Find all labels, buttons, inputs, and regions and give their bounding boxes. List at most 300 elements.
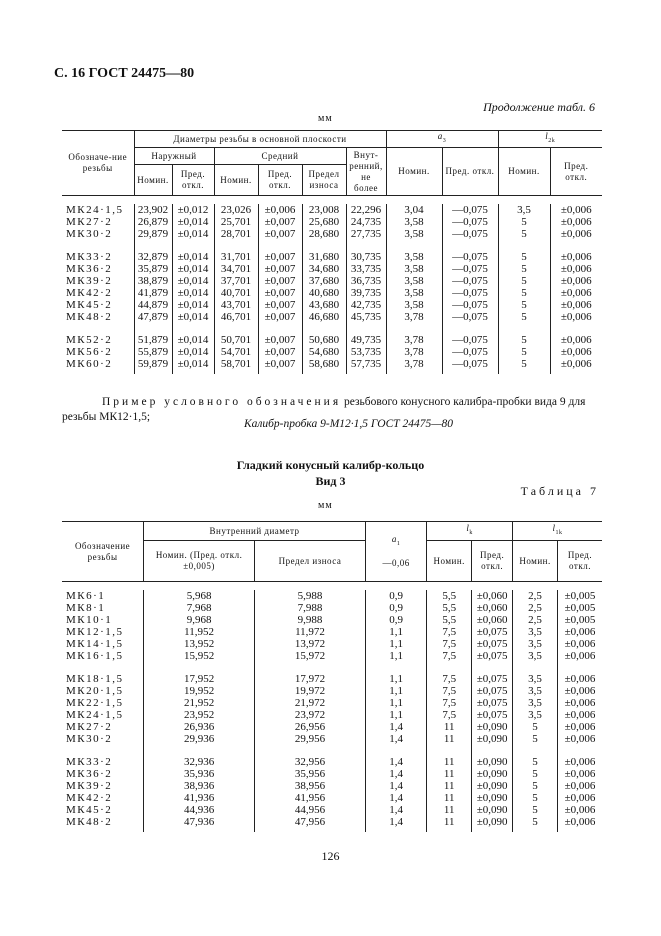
table-cell: ±0,006: [558, 673, 602, 685]
table-cell: 5: [513, 768, 558, 780]
table-cell: 1,1: [365, 626, 426, 638]
table-row: [62, 287, 602, 299]
table-cell: —0,075: [442, 287, 498, 299]
table-cell: 13,972: [255, 638, 366, 650]
table-cell: 11: [427, 756, 472, 768]
table-cell: МК39·2: [66, 780, 113, 792]
table-cell: 41,879: [134, 287, 172, 299]
table-cell: ±0,060: [472, 602, 513, 614]
table-cell: ±0,006: [550, 346, 602, 358]
table-cell: 17,972: [255, 673, 366, 685]
table-cell: МК45·2: [66, 299, 113, 311]
table-cell: 7,5: [427, 685, 472, 697]
table-cell: 19,952: [144, 685, 255, 697]
table-cell: 7,5: [427, 709, 472, 721]
col-middle-nominal: Номин.: [214, 165, 258, 196]
col-inner-wear: Предел износа: [255, 541, 366, 582]
table-cell: 5: [498, 358, 550, 370]
table-cell: —0,075: [442, 299, 498, 311]
table-cell: 1,4: [365, 816, 426, 828]
table-cell: 23,972: [255, 709, 366, 721]
a-subscript: 3: [442, 137, 447, 144]
table-cell: 23,952: [144, 709, 255, 721]
table-cell: —0,075: [442, 204, 498, 216]
table-cell: 34,680: [302, 263, 346, 275]
table-cell: ±0,007: [258, 228, 302, 240]
table-cell: 11: [427, 721, 472, 733]
table-row: [62, 721, 602, 733]
table-cell: 1,1: [365, 673, 426, 685]
table-cell: 13,952: [144, 638, 255, 650]
table-cell: 40,701: [214, 287, 258, 299]
table-cell: 40,680: [302, 287, 346, 299]
col-l2k: [498, 131, 602, 148]
table-cell: 33,735: [346, 263, 386, 275]
table-row: [62, 590, 602, 602]
table-cell: 17,952: [144, 673, 255, 685]
table-cell: —0,075: [442, 346, 498, 358]
table-cell: —0,075: [442, 216, 498, 228]
table-row: [62, 275, 602, 287]
table-row: [62, 650, 602, 662]
table-cell: 5,5: [427, 614, 472, 626]
table-cell: 1,1: [365, 709, 426, 721]
table-cell: 9,988: [255, 614, 366, 626]
lk-symbol: l: [466, 523, 470, 534]
table-cell: ±0,090: [472, 733, 513, 745]
table-row: [62, 685, 602, 697]
table-cell: ±0,006: [558, 756, 602, 768]
table-cell: МК18·1,5: [66, 673, 124, 685]
table-cell: 43,680: [302, 299, 346, 311]
table-cell: ±0,075: [472, 697, 513, 709]
table-cell: ±0,090: [472, 721, 513, 733]
table-cell: МК45·2: [66, 804, 113, 816]
table-cell: 57,735: [346, 358, 386, 370]
col-a3-nominal: Номин.: [386, 148, 442, 196]
table-cell: 32,879: [134, 251, 172, 263]
table-cell: 36,735: [346, 275, 386, 287]
table-cell: 7,5: [427, 673, 472, 685]
col-diameters: Диаметры резьбы в основной плоскости: [134, 131, 386, 148]
table-cell: ±0,006: [558, 816, 602, 828]
col-a3-tol: Пред. откл.: [442, 148, 498, 196]
col-a3: [386, 131, 498, 148]
table-cell: 44,936: [144, 804, 255, 816]
table-cell: 3,5: [498, 204, 550, 216]
table-cell: 31,701: [214, 251, 258, 263]
table-cell: МК60·2: [66, 358, 113, 370]
table-cell: 19,972: [255, 685, 366, 697]
table-cell: 5,968: [144, 590, 255, 602]
table-cell: 11: [427, 780, 472, 792]
table-cell: 1,4: [365, 721, 426, 733]
col-designation: Обозначе-ние резьбы: [62, 131, 134, 196]
table-row: [62, 602, 602, 614]
col-l2k-nominal: Номин.: [498, 148, 550, 196]
table-cell: 11: [427, 804, 472, 816]
table-cell: 46,680: [302, 311, 346, 323]
table-cell: ±0,006: [558, 733, 602, 745]
table-cell: 50,680: [302, 334, 346, 346]
table-cell: ±0,090: [472, 816, 513, 828]
table-cell: ±0,007: [258, 216, 302, 228]
table-cell: 11: [427, 792, 472, 804]
table-cell: 5: [498, 251, 550, 263]
table-cell: 37,701: [214, 275, 258, 287]
table-cell: ±0,090: [472, 756, 513, 768]
table-cell: 5: [513, 792, 558, 804]
table-cell: 24,735: [346, 216, 386, 228]
table-cell: 5: [513, 816, 558, 828]
table-cell: 7,968: [144, 602, 255, 614]
table-cell: ±0,006: [550, 334, 602, 346]
table-cell: МК48·2: [66, 311, 113, 323]
col-lk: [427, 522, 513, 541]
table-cell: МК24·1,5: [66, 709, 124, 721]
table-cell: ±0,005: [558, 602, 602, 614]
table-cell: 5: [498, 311, 550, 323]
table-cell: ±0,012: [172, 204, 214, 216]
table-cell: 29,956: [255, 733, 366, 745]
table-cell: ±0,075: [472, 650, 513, 662]
table-cell: 3,5: [513, 638, 558, 650]
table-cell: ±0,014: [172, 263, 214, 275]
table-cell: ±0,090: [472, 792, 513, 804]
table-row: [62, 697, 602, 709]
table-cell: 5: [498, 275, 550, 287]
table-cell: 29,879: [134, 228, 172, 240]
table-cell: 23,008: [302, 204, 346, 216]
table-cell: 3,58: [386, 299, 442, 311]
col-inner-diameter: Внутренний диаметр: [144, 522, 366, 541]
table-cell: 7,988: [255, 602, 366, 614]
table-cell: 47,879: [134, 311, 172, 323]
table-cell: ±0,014: [172, 299, 214, 311]
table-cell: 0,9: [365, 614, 426, 626]
table-cell: 3,78: [386, 311, 442, 323]
table-cell: ±0,007: [258, 263, 302, 275]
table-cell: 54,680: [302, 346, 346, 358]
table-cell: ±0,014: [172, 251, 214, 263]
table-cell: 59,879: [134, 358, 172, 370]
table-cell: ±0,006: [550, 358, 602, 370]
table-cell: ±0,006: [558, 804, 602, 816]
table-cell: 35,956: [255, 768, 366, 780]
table-row: [62, 626, 602, 638]
table-cell: ±0,075: [472, 673, 513, 685]
table-cell: 1,4: [365, 768, 426, 780]
table-cell: 54,701: [214, 346, 258, 358]
table-cell: 3,58: [386, 275, 442, 287]
table-cell: ±0,014: [172, 358, 214, 370]
table-cell: 28,680: [302, 228, 346, 240]
a1-symbol: $a_1$: [391, 534, 401, 547]
table-cell: 21,972: [255, 697, 366, 709]
table-cell: МК39·2: [66, 275, 113, 287]
table-cell: 7,5: [427, 638, 472, 650]
table-cell: 51,879: [134, 334, 172, 346]
table-6-body: [62, 196, 602, 375]
col-a1: [365, 522, 426, 582]
table-cell: МК12·1,5: [66, 626, 124, 638]
col-inner: Внут-ренний, не более: [346, 148, 386, 196]
table-row: [62, 792, 602, 804]
table-cell: 45,735: [346, 311, 386, 323]
table-cell: 47,956: [255, 816, 366, 828]
section-title: Гладкий конусный калибр-кольцо: [236, 458, 425, 472]
table-cell: ±0,007: [258, 311, 302, 323]
table-cell: МК10·1: [66, 614, 113, 626]
table-cell: ±0,014: [172, 346, 214, 358]
table-row: [62, 299, 602, 311]
table-cell: 7,5: [427, 650, 472, 662]
table-cell: 1,1: [365, 650, 426, 662]
table-cell: МК30·2: [66, 228, 113, 240]
table-cell: ±0,006: [550, 263, 602, 275]
table-cell: —0,075: [442, 263, 498, 275]
table-continuation-label: Продолжение табл. 6: [483, 100, 595, 114]
table-cell: 1,1: [365, 685, 426, 697]
table-cell: 11,952: [144, 626, 255, 638]
table-cell: 49,735: [346, 334, 386, 346]
col-l2k-tol: Пред. откл.: [550, 148, 602, 196]
table-cell: ±0,007: [258, 334, 302, 346]
table-cell: ±0,006: [550, 216, 602, 228]
table-cell: ±0,007: [258, 275, 302, 287]
table-cell: 39,735: [346, 287, 386, 299]
table-cell: 27,735: [346, 228, 386, 240]
table-cell: 3,78: [386, 334, 442, 346]
table-cell: 5: [498, 263, 550, 275]
table-cell: ±0,014: [172, 275, 214, 287]
table-cell: 28,701: [214, 228, 258, 240]
table-cell: ±0,075: [472, 626, 513, 638]
table-cell: —0,075: [442, 275, 498, 287]
table-cell: ±0,014: [172, 228, 214, 240]
table-row: [62, 673, 602, 685]
table-cell: 7,5: [427, 697, 472, 709]
table-cell: 5: [498, 346, 550, 358]
table-cell: ±0,007: [258, 287, 302, 299]
table-cell: ±0,006: [558, 721, 602, 733]
table-cell: МК36·2: [66, 768, 113, 780]
table-cell: МК56·2: [66, 346, 113, 358]
table-cell: ±0,006: [558, 638, 602, 650]
table-cell: 32,956: [255, 756, 366, 768]
table-cell: 3,78: [386, 358, 442, 370]
table-cell: ±0,006: [550, 275, 602, 287]
table-cell: МК33·2: [66, 251, 113, 263]
page-number: 126: [321, 849, 340, 863]
table-cell: 5: [498, 287, 550, 299]
table-cell: МК36·2: [66, 263, 113, 275]
table-cell: 5: [513, 804, 558, 816]
table-cell: ±0,090: [472, 780, 513, 792]
table-cell: ±0,006: [558, 780, 602, 792]
table-cell: 1,4: [365, 792, 426, 804]
table-cell: 38,879: [134, 275, 172, 287]
table-cell: 7,5: [427, 626, 472, 638]
table-cell: ±0,006: [550, 311, 602, 323]
table-cell: 3,5: [513, 685, 558, 697]
table-cell: 26,936: [144, 721, 255, 733]
table-cell: МК16·1,5: [66, 650, 124, 662]
table-cell: ±0,006: [558, 650, 602, 662]
table-row: [62, 251, 602, 263]
table-cell: ±0,007: [258, 251, 302, 263]
table-cell: 42,735: [346, 299, 386, 311]
table-cell: ±0,060: [472, 614, 513, 626]
table-row: [62, 263, 602, 275]
table-cell: 5,988: [255, 590, 366, 602]
table-7: [62, 521, 602, 832]
l1k-symbol: l: [552, 523, 556, 534]
table-cell: 3,58: [386, 251, 442, 263]
table6-unit: мм: [318, 113, 333, 124]
table-cell: 3,58: [386, 228, 442, 240]
table-row: [62, 756, 602, 768]
table-cell: 23,026: [214, 204, 258, 216]
table-cell: 15,952: [144, 650, 255, 662]
table-row: [62, 780, 602, 792]
table-cell: МК20·1,5: [66, 685, 124, 697]
table-cell: ±0,014: [172, 216, 214, 228]
table-row: [62, 614, 602, 626]
table-cell: 47,936: [144, 816, 255, 828]
a1-tol: —0,06: [382, 557, 410, 568]
table-cell: 3,5: [513, 709, 558, 721]
table-cell: 3,58: [386, 216, 442, 228]
example-lead: Пример условного обозначения: [102, 396, 342, 408]
l-symbol: l: [545, 131, 549, 142]
table-cell: 44,956: [255, 804, 366, 816]
table-cell: МК52·2: [66, 334, 113, 346]
table-cell: ±0,005: [558, 614, 602, 626]
table-cell: МК30·2: [66, 733, 113, 745]
table-cell: ±0,006: [550, 251, 602, 263]
table-cell: ±0,007: [258, 299, 302, 311]
table-cell: ±0,075: [472, 709, 513, 721]
table-cell: —0,075: [442, 228, 498, 240]
table-cell: 55,879: [134, 346, 172, 358]
table-cell: 3,58: [386, 287, 442, 299]
table-row: [62, 216, 602, 228]
table-cell: ±0,006: [558, 685, 602, 697]
table-cell: ±0,060: [472, 590, 513, 602]
table-cell: ±0,006: [550, 204, 602, 216]
table-cell: 1,4: [365, 780, 426, 792]
table-row: [62, 733, 602, 745]
table-cell: ±0,006: [550, 299, 602, 311]
table-cell: 26,879: [134, 216, 172, 228]
table-cell: ±0,006: [258, 204, 302, 216]
table-cell: 46,701: [214, 311, 258, 323]
table-cell: 58,680: [302, 358, 346, 370]
table-cell: 1,4: [365, 804, 426, 816]
col-outer-nominal: Номин.: [134, 165, 172, 196]
table-cell: 3,5: [513, 650, 558, 662]
a-symbol: a: [437, 131, 443, 142]
table-row: [62, 228, 602, 240]
table-cell: 50,701: [214, 334, 258, 346]
table-cell: МК24·1,5: [66, 204, 124, 216]
table7-unit: мм: [318, 500, 333, 511]
table-cell: 5: [498, 299, 550, 311]
table-cell: ±0,005: [558, 590, 602, 602]
table-cell: 0,9: [365, 590, 426, 602]
table-row: [62, 816, 602, 828]
col-outer-tol: Пред. откл.: [172, 165, 214, 196]
table-cell: 41,936: [144, 792, 255, 804]
table-cell: 2,5: [513, 590, 558, 602]
table-cell: МК22·1,5: [66, 697, 124, 709]
table-cell: —0,075: [442, 251, 498, 263]
col-middle: Средний: [214, 148, 346, 165]
table-cell: 1,4: [365, 733, 426, 745]
table-cell: ±0,006: [558, 697, 602, 709]
table-cell: 1,1: [365, 697, 426, 709]
table-cell: 22,296: [346, 204, 386, 216]
table-row: [62, 204, 602, 216]
table-cell: МК42·2: [66, 792, 113, 804]
table-cell: —0,075: [442, 358, 498, 370]
table-row: [62, 638, 602, 650]
table-cell: 30,735: [346, 251, 386, 263]
table-cell: ±0,006: [550, 287, 602, 299]
table-cell: 11: [427, 733, 472, 745]
table-cell: ±0,006: [558, 768, 602, 780]
table-cell: ±0,006: [550, 228, 602, 240]
table-cell: 26,956: [255, 721, 366, 733]
table-cell: 11: [427, 768, 472, 780]
table-cell: 58,701: [214, 358, 258, 370]
table-cell: МК27·2: [66, 216, 113, 228]
table-cell: ±0,006: [558, 792, 602, 804]
table-cell: 5: [498, 334, 550, 346]
table-cell: 5,5: [427, 590, 472, 602]
col-l1k-tol: Пред. откл.: [558, 541, 602, 582]
table-cell: 43,701: [214, 299, 258, 311]
table-cell: —0,075: [442, 334, 498, 346]
table-cell: 35,936: [144, 768, 255, 780]
table-6: [62, 130, 602, 374]
table-cell: 3,5: [513, 626, 558, 638]
table-cell: МК8·1: [66, 602, 106, 614]
table-cell: 31,680: [302, 251, 346, 263]
table-cell: ±0,007: [258, 346, 302, 358]
table-cell: 1,1: [365, 638, 426, 650]
table-cell: 9,968: [144, 614, 255, 626]
table7-label: Таблица 7: [520, 484, 599, 498]
table-cell: 38,936: [144, 780, 255, 792]
table-cell: 23,902: [134, 204, 172, 216]
col-designation: Обозначение резьбы: [62, 522, 144, 582]
table-cell: ±0,090: [472, 768, 513, 780]
col-l1k: [513, 522, 602, 541]
table-cell: 11,972: [255, 626, 366, 638]
table-cell: 3,5: [513, 673, 558, 685]
table-cell: ±0,090: [472, 804, 513, 816]
table-cell: 5: [513, 733, 558, 745]
table-cell: МК33·2: [66, 756, 113, 768]
page-header: С. 16 ГОСТ 24475—80: [54, 66, 195, 81]
table-cell: ±0,007: [258, 358, 302, 370]
lk-subscript: k: [469, 529, 473, 536]
table-cell: МК14·1,5: [66, 638, 124, 650]
table-cell: ±0,014: [172, 311, 214, 323]
col-lk-nominal: Номин.: [427, 541, 472, 582]
